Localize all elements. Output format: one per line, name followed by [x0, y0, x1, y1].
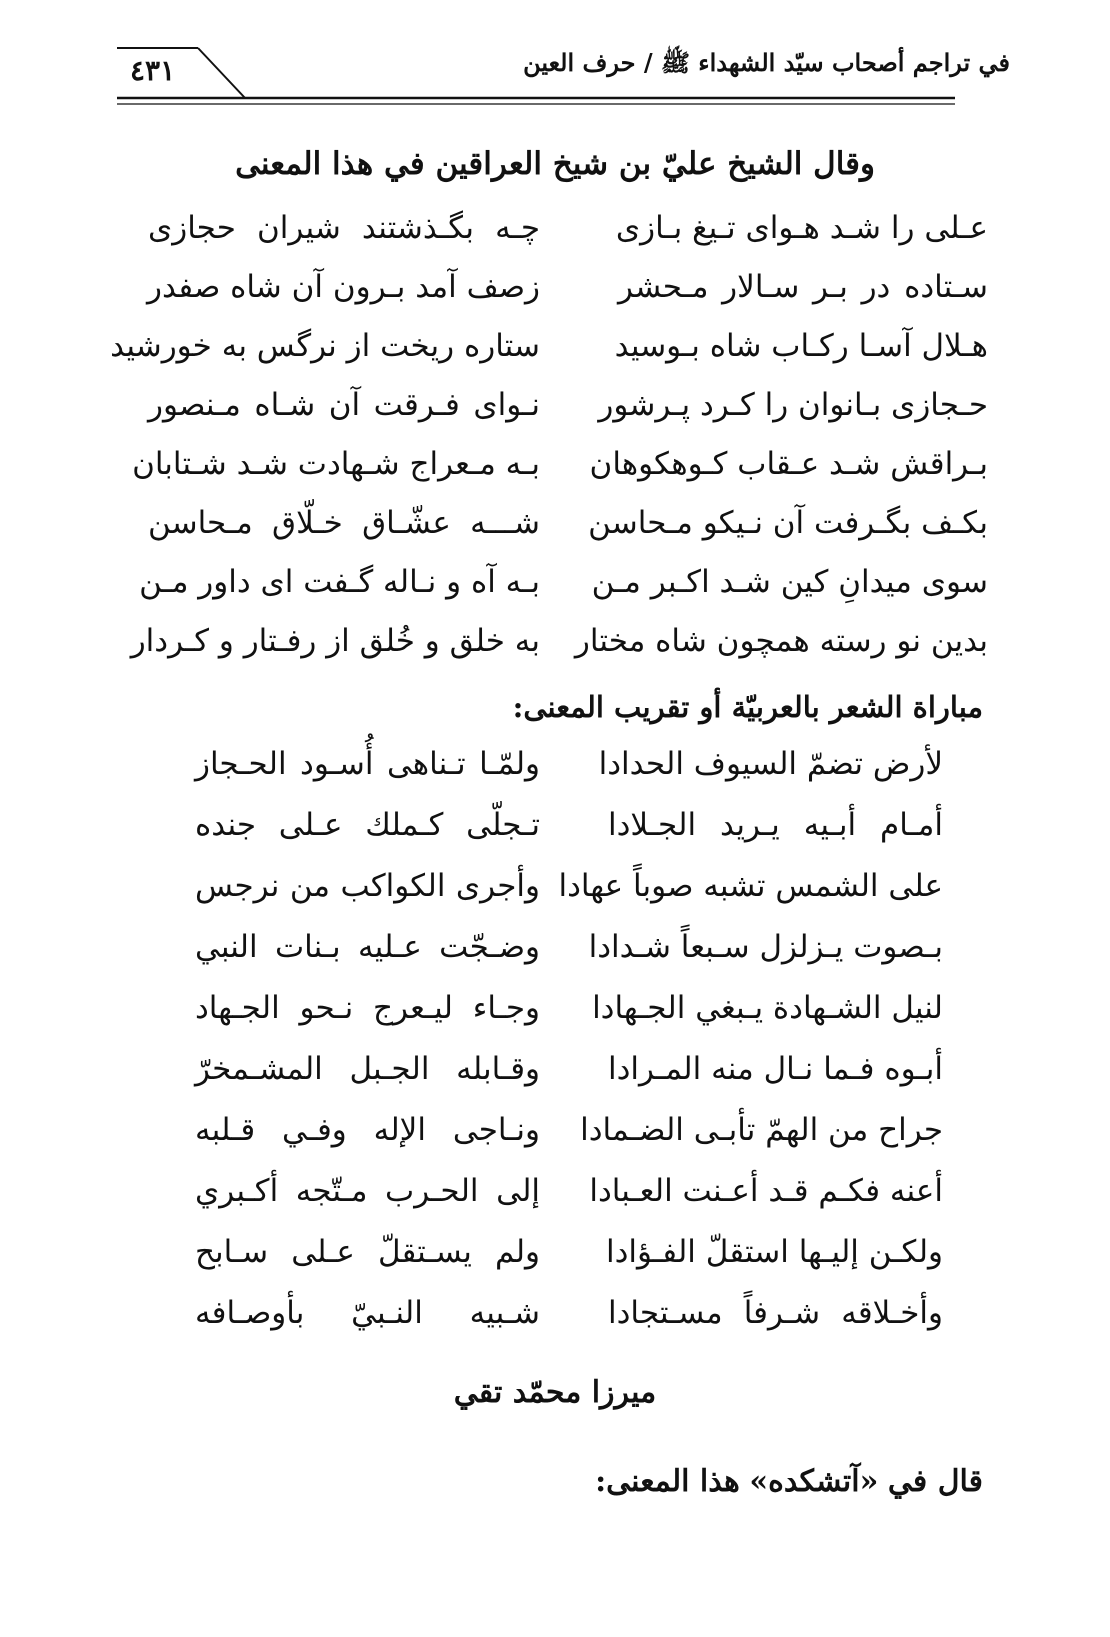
persian-verse — [0, 433, 1110, 495]
second-hemistich: بدين نو رسته همچون شاه مختار — [574, 623, 988, 659]
second-hemistich: حـجازى بـانوان را كـرد پـرشور — [598, 387, 988, 423]
poet-name: ميرزا محمّد تقي — [453, 1375, 657, 1410]
persian-verse — [0, 374, 1110, 436]
second-hemistich: جراح من الهمّ تأبـى الضـمادا — [580, 1112, 943, 1148]
intro-book-title: «آتشكده» — [749, 1464, 879, 1499]
first-hemistich: ونـاجى الإله وفـي قـلبه — [195, 1112, 540, 1148]
persian-verse — [0, 315, 1110, 377]
second-hemistich: سـتاده در بـر سـالار مـحشر — [618, 269, 988, 305]
arabic-verse — [0, 1282, 1110, 1344]
second-hemistich: سوى ميدانِ كين شـد اكـبر مـن — [591, 564, 988, 600]
second-hemistich: لأرض تضمّ السيوف الحدادا — [598, 746, 943, 782]
intro-prefix: قال في — [887, 1464, 983, 1499]
first-hemistich: بـه آه و نـاله گـفت اى داور مـن — [139, 564, 540, 600]
first-hemistich: وأجرى الكواكب من نرجس — [195, 868, 540, 904]
arabic-verse — [0, 1221, 1110, 1283]
arabic-verse — [0, 977, 1110, 1039]
persian-verse — [0, 197, 1110, 259]
first-hemistich: شـــه عشّـاق خـلّاق مـحاسن — [148, 505, 540, 541]
first-hemistich: وقـابله الجـبل المشـمخرّ — [195, 1051, 540, 1087]
arabic-verse — [0, 1099, 1110, 1161]
intro-suffix: هذا المعنى: — [595, 1464, 740, 1499]
page-number: ٤٣١ — [130, 54, 176, 87]
intro-line — [595, 1464, 983, 1499]
second-hemistich: بـصوت يـزلزل سـبعاً شـدادا — [588, 929, 943, 965]
persian-verse — [0, 551, 1110, 613]
first-hemistich: چـه بگـذشتند شيران حجازى — [148, 210, 540, 246]
persian-verse — [0, 492, 1110, 554]
section-heading: وقال الشيخ عليّ بن شيخ العراقين في هذا المعنى — [235, 146, 875, 182]
second-hemistich: أعنه فكـم قـد أعـنت العـبادا — [589, 1173, 943, 1209]
arabic-verse — [0, 1038, 1110, 1100]
arabic-verse — [0, 733, 1110, 795]
second-hemistich: لنيل الشـهادة يـبغي الجـهادا — [592, 990, 943, 1026]
persian-verse — [0, 610, 1110, 672]
first-hemistich: شـبيه النـبيّ بأوصـافه — [195, 1295, 540, 1331]
first-hemistich: به خلق و خُلق از رفـتار و كـردار — [130, 623, 540, 659]
second-hemistich: عـلى را شـد هـواى تـيغ بـازى — [615, 210, 988, 246]
first-hemistich: وجـاء ليـعرج نـحو الجـهاد — [195, 990, 540, 1026]
first-hemistich: إلى الحـرب مـتّجه أكـبري — [195, 1173, 540, 1209]
first-hemistich: وضـجّت عـليه بـنات النبي — [195, 929, 540, 965]
running-header: في تراجم أصحاب سيّد الشهداء ﷺ / حرف العين — [523, 48, 1010, 77]
second-hemistich: بكـف بگـرفت آن نـيكو مـحاسن — [588, 505, 988, 541]
persian-verse — [0, 256, 1110, 318]
subheading: مباراة الشعر بالعربيّة أو تقريب المعنى: — [512, 690, 983, 724]
second-hemistich: بـراقش شـد عـقاب كـوهكوهان — [589, 446, 988, 482]
first-hemistich: تـجلّى كـملك عـلى جنده — [195, 807, 540, 843]
first-hemistich: بـه مـعراج شـهادت شـد شـتابان — [132, 446, 540, 482]
first-hemistich: ولمّـا تـناهى أُسـود الحـجاز — [195, 746, 540, 782]
second-hemistich: أبـوه فـما نـال منه المـرادا — [608, 1051, 943, 1087]
first-hemistich: زصف آمد بـرون آن شاه صفدر — [147, 269, 540, 305]
second-hemistich: ولكـن إليـها استقلّ الفـؤادا — [606, 1234, 943, 1270]
arabic-verse — [0, 916, 1110, 978]
second-hemistich: أمـام أبـيه يـريد الجـلادا — [608, 807, 943, 843]
first-hemistich: ستاره ريخت از نرگس به خورشيد — [110, 328, 540, 364]
first-hemistich: ولم يسـتقلّ عـلى سـابح — [195, 1234, 540, 1270]
arabic-verse — [0, 855, 1110, 917]
second-hemistich: على الشمس تشبه صوباً عهادا — [558, 868, 943, 904]
second-hemistich: وأخـلاقه شـرفاً مسـتجادا — [608, 1295, 943, 1331]
arabic-verse — [0, 1160, 1110, 1222]
arabic-verse — [0, 794, 1110, 856]
first-hemistich: نـواى فـرقت آن شـاه مـنصور — [148, 387, 540, 423]
second-hemistich: هـلال آسـا ركـاب شاه بـوسيد — [614, 328, 988, 364]
